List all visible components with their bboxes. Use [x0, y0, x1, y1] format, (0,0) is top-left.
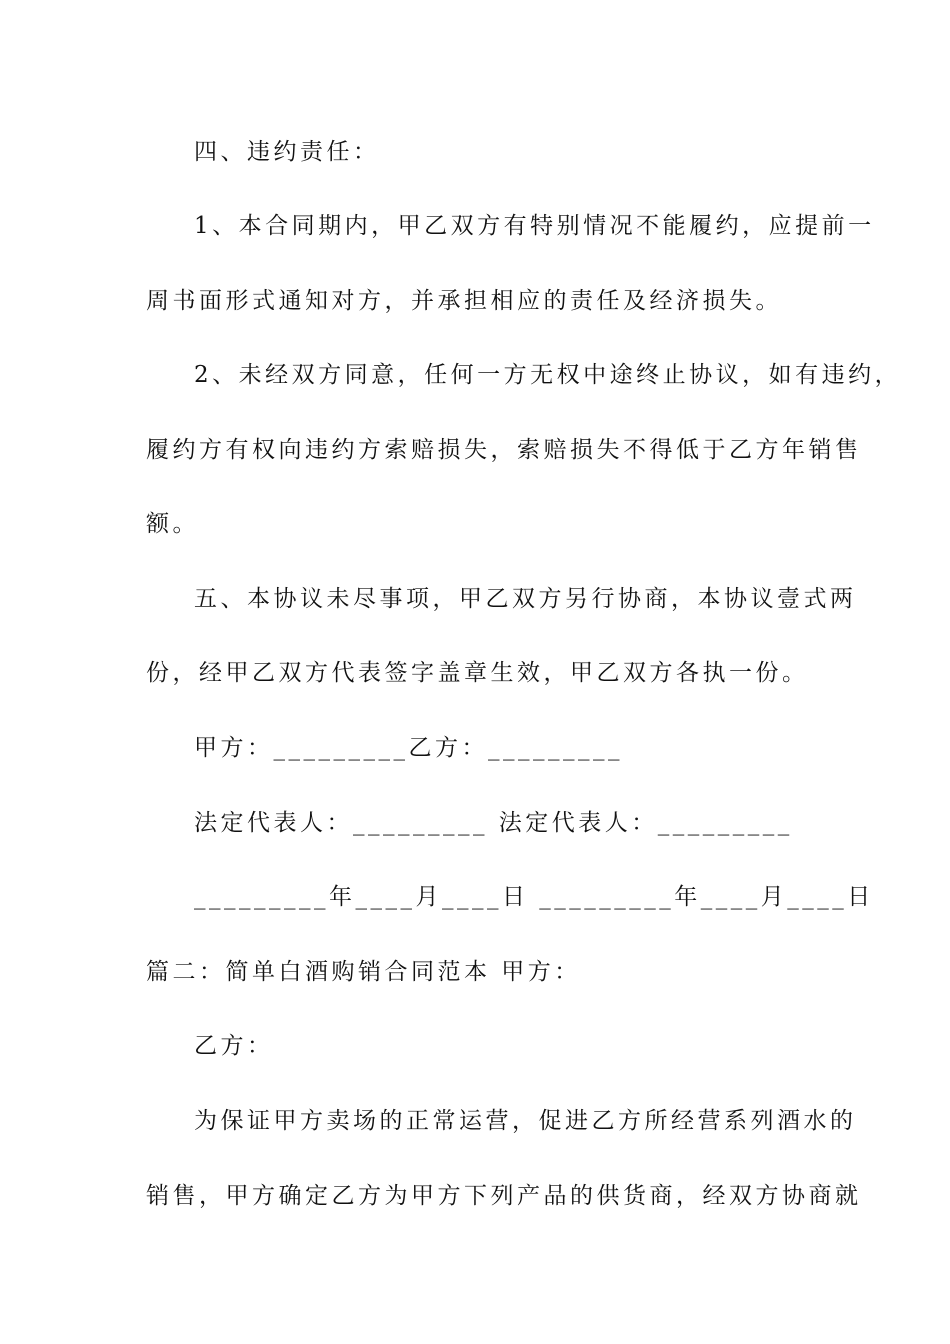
paragraph-line: 份，经甲乙双方代表签字盖章生效，甲乙双方各执一份。 — [146, 660, 809, 686]
party-b-label: 乙方： — [194, 1033, 274, 1059]
paragraph-line: 为保证甲方卖场的正常运营，促进乙方所经营系列酒水的 — [194, 1108, 857, 1134]
signature-parties-line: 甲方：_________乙方：_________ — [194, 735, 623, 761]
chapter-two-title: 篇二：简单白酒购销合同范本 甲方： — [146, 959, 581, 985]
paragraph-line: 1、本合同期内，甲乙双方有特别情况不能履约，应提前一 — [194, 213, 875, 239]
legal-representative-line: 法定代表人：_________ 法定代表人：_________ — [194, 810, 793, 836]
signature-date-line: _________年____月____日 _________年____月____日 — [194, 884, 874, 910]
section-heading-breach-liability: 四、违约责任： — [194, 139, 380, 165]
paragraph-line: 额。 — [146, 511, 199, 537]
paragraph-line: 销售，甲方确定乙方为甲方下列产品的供货商，经双方协商就 — [146, 1183, 862, 1209]
paragraph-line: 五、本协议未尽事项，甲乙双方另行协商，本协议壹式两 — [194, 586, 857, 612]
paragraph-line: 2、未经双方同意，任何一方无权中途终止协议，如有违约， — [194, 362, 902, 388]
paragraph-line: 周书面形式通知对方，并承担相应的责任及经济损失。 — [146, 288, 782, 314]
paragraph-line: 履约方有权向违约方索赔损失，索赔损失不得低于乙方年销售 — [146, 437, 862, 463]
